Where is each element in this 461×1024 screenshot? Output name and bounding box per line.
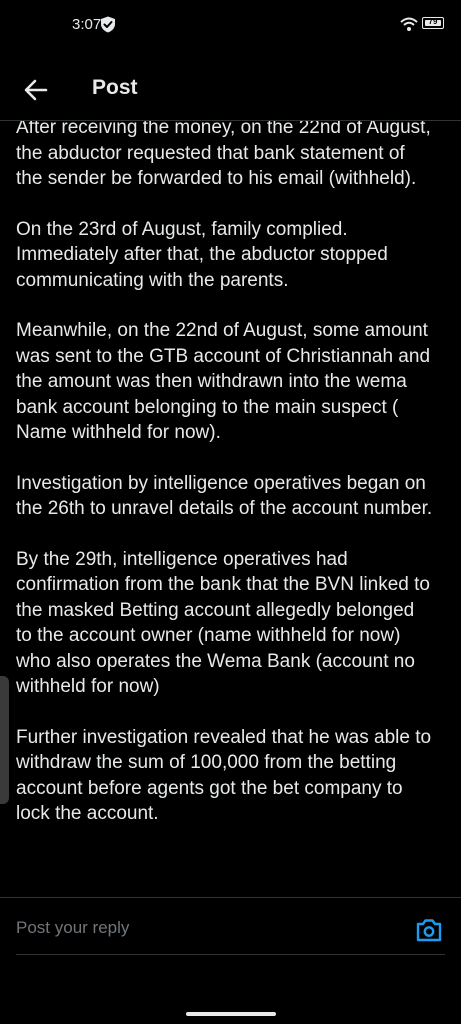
status-time: 3:07	[72, 16, 102, 33]
post-paragraph: On the 23rd of August, family complied. Immediately after that, the abductor stopped communicating with the parents.	[16, 218, 388, 291]
home-indicator[interactable]	[186, 1012, 276, 1016]
reply-underline	[16, 954, 445, 955]
reply-bar	[0, 898, 461, 956]
post-paragraph: Further investigation revealed that he was able to withdraw the sum of 100,000 from the betting account before agents got the bet company to lock the account.	[16, 726, 432, 824]
camera-button[interactable]	[414, 916, 444, 944]
status-bar	[0, 0, 461, 52]
edge-panel-handle[interactable]	[0, 676, 9, 804]
shield-check-icon	[100, 16, 116, 33]
post-paragraph: By the 29th, intelligence operatives had confirmation from the bank that the BVN linked to the masked Betting account allegedly belonged to the account owner (name withheld for now) who also operates the Wema Bank (account no withheld for now)	[16, 548, 430, 697]
battery-icon	[422, 17, 444, 29]
arrow-left-icon	[20, 74, 52, 106]
post-content[interactable]	[0, 121, 461, 897]
post-paragraph: Meanwhile, on the 22nd of August, some amount was sent to the GTB account of Christiannah and the amount was then withdrawn into the wema bank account belonging to the main suspect ( Name withheld for now).	[16, 320, 431, 443]
back-button[interactable]	[20, 74, 52, 106]
top-header	[0, 60, 461, 121]
battery-percent: 79	[428, 17, 438, 26]
post-body	[16, 121, 433, 852]
post-paragraph: After receiving the money, on the 22nd of August, the abductor requested that bank statement of the sender be forwarded to his email (withheld).	[16, 121, 431, 189]
camera-icon	[414, 916, 444, 944]
reply-input[interactable]: Post your reply	[16, 918, 130, 937]
page-title: Post	[92, 76, 138, 99]
wifi-icon	[400, 17, 418, 31]
post-paragraph: Investigation by intelligence operatives began on the 26th to unravel details of the account number.	[16, 472, 433, 519]
